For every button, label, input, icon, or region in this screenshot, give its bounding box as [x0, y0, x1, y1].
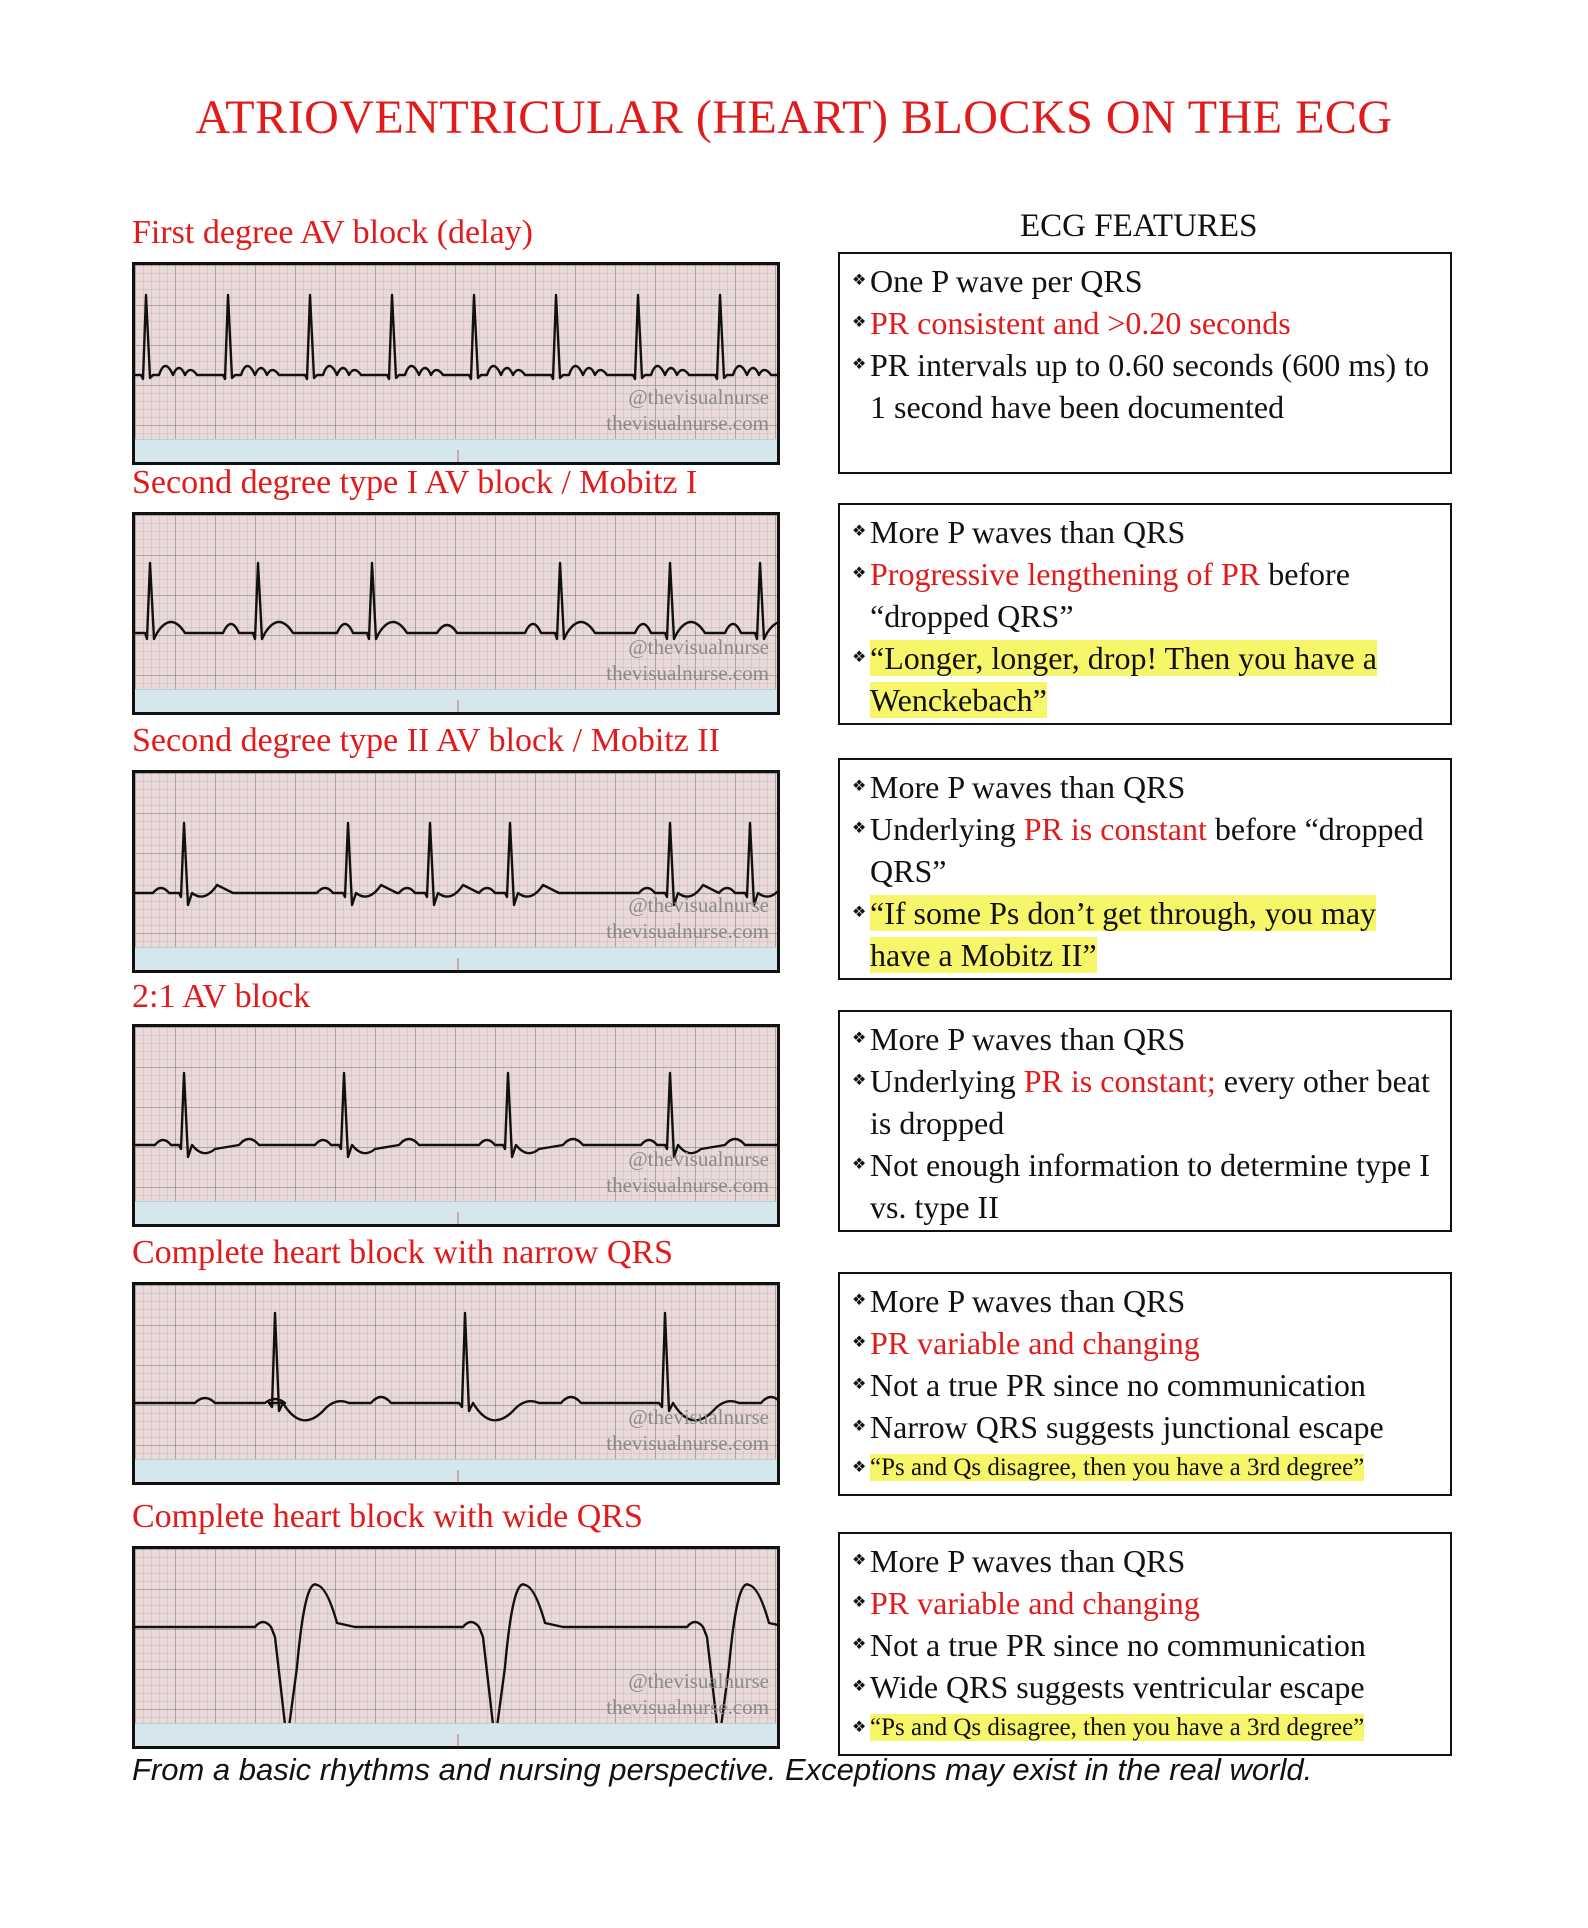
bullet-icon: ❖ — [852, 778, 867, 795]
bullet-icon: ❖ — [852, 649, 867, 666]
bullet-icon: ❖ — [852, 1418, 867, 1435]
bullet-icon: ❖ — [852, 1072, 867, 1089]
section-title: First degree AV block (delay) — [132, 214, 533, 251]
band-tick — [457, 958, 459, 970]
ecg-strip — [132, 1546, 780, 1749]
section-title: Second degree type II AV block / Mobitz II — [132, 722, 720, 759]
bullet-icon: ❖ — [852, 1678, 867, 1695]
strip-footer-band — [135, 947, 777, 970]
feature-bullet — [850, 892, 1440, 976]
feature-bullet — [850, 1624, 1440, 1666]
feature-bullet — [850, 553, 1440, 637]
feature-text: PR intervals up to 0.60 seconds (600 ms) to 1 second have been documented — [870, 347, 1430, 425]
watermark-site: thevisualnurse.com — [606, 1173, 769, 1197]
feature-text: Narrow QRS suggests junctional escape — [870, 1409, 1384, 1445]
feature-text: More P waves than QRS — [870, 1543, 1186, 1579]
watermark-handle: @thevisualnurse — [628, 893, 769, 917]
feature-bullet — [850, 1322, 1440, 1364]
feature-bullet — [850, 1448, 1440, 1488]
ecg-strip — [132, 770, 780, 973]
bullet-icon: ❖ — [852, 272, 867, 289]
strip-footer-band — [135, 1459, 777, 1482]
feature-text: More P waves than QRS — [870, 1283, 1186, 1319]
feature-bullet — [850, 1060, 1440, 1144]
ecg-waveform — [135, 295, 777, 379]
feature-text: More P waves than QRS — [870, 514, 1186, 550]
feature-text: Not enough information to determine type I vs. type II — [870, 1147, 1430, 1225]
footer-note: From a basic rhythms and nursing perspective. Exceptions may exist in the real world. — [132, 1752, 1313, 1787]
bullet-icon: ❖ — [852, 904, 867, 921]
strip-footer-band — [135, 1201, 777, 1224]
feature-bullet — [850, 1582, 1440, 1624]
feature-text: PR variable and changing — [870, 1325, 1200, 1361]
feature-bullet — [850, 1364, 1440, 1406]
feature-bullet — [850, 637, 1440, 721]
watermark-handle: @thevisualnurse — [628, 385, 769, 409]
watermark-handle: @thevisualnurse — [628, 635, 769, 659]
ecg-strip — [132, 1024, 780, 1227]
ecg-strip — [132, 262, 780, 465]
feature-text: “Ps and Qs disagree, then you have a 3rd degree” — [870, 1714, 1365, 1741]
watermark-handle: @thevisualnurse — [628, 1147, 769, 1171]
bullet-icon: ❖ — [852, 1030, 867, 1047]
feature-text: PR consistent and >0.20 seconds — [870, 305, 1291, 341]
bullet-icon: ❖ — [852, 1292, 867, 1309]
band-tick — [457, 450, 459, 462]
bullet-icon: ❖ — [852, 1719, 867, 1736]
watermark-site: thevisualnurse.com — [606, 411, 769, 435]
feature-bullet — [850, 1708, 1440, 1748]
feature-bullet — [850, 302, 1440, 344]
feature-bullet — [850, 1280, 1440, 1322]
feature-text: More P waves than QRS — [870, 769, 1186, 805]
feature-bullet — [850, 1540, 1440, 1582]
feature-text: PR variable and changing — [870, 1585, 1200, 1621]
bullet-icon: ❖ — [852, 1552, 867, 1569]
strip-footer-band — [135, 689, 777, 712]
bullet-icon: ❖ — [852, 1636, 867, 1653]
feature-bullet — [850, 511, 1440, 553]
feature-bullet — [850, 808, 1440, 892]
band-tick — [457, 700, 459, 712]
feature-text: Not a true PR since no communication — [870, 1367, 1366, 1403]
bullet-icon: ❖ — [852, 1459, 867, 1476]
page-title: ATRIOVENTRICULAR (HEART) BLOCKS ON THE ECG — [195, 91, 1393, 144]
bullet-icon: ❖ — [852, 1156, 867, 1173]
ecg-strip — [132, 512, 780, 715]
section-title: Second degree type I AV block / Mobitz I — [132, 464, 698, 501]
feature-text: Underlying — [870, 811, 1024, 847]
ecg-features-heading: ECG FEATURES — [1020, 208, 1258, 244]
feature-bullet — [850, 1018, 1440, 1060]
ecg-waveform — [135, 1073, 777, 1157]
band-tick — [457, 1734, 459, 1746]
ecg-features-box — [838, 1010, 1452, 1232]
ecg-features-box — [838, 252, 1452, 474]
feature-text: before “dropped QRS” — [870, 556, 1350, 634]
bullet-icon: ❖ — [852, 1376, 867, 1393]
feature-text: More P waves than QRS — [870, 1021, 1186, 1057]
feature-text: before “dropped QRS” — [870, 811, 1424, 889]
feature-text: “Ps and Qs disagree, then you have a 3rd degree” — [870, 1454, 1365, 1481]
feature-text: Not a true PR since no communication — [870, 1627, 1366, 1663]
feature-bullet — [850, 344, 1440, 428]
feature-text: every other beat is dropped — [870, 1063, 1430, 1141]
strip-footer-band — [135, 439, 777, 462]
feature-text: One P wave per QRS — [870, 263, 1143, 299]
bullet-icon: ❖ — [852, 1594, 867, 1611]
ecg-features-box — [838, 503, 1452, 725]
bullet-icon: ❖ — [852, 314, 867, 331]
feature-bullet — [850, 1406, 1440, 1448]
section-title: Complete heart block with wide QRS — [132, 1498, 643, 1535]
watermark-site: thevisualnurse.com — [606, 661, 769, 685]
feature-text: Progressive lengthening of PR — [870, 556, 1261, 592]
section-title: Complete heart block with narrow QRS — [132, 1234, 674, 1271]
feature-bullet — [850, 1144, 1440, 1228]
bullet-icon: ❖ — [852, 523, 867, 540]
band-tick — [457, 1212, 459, 1224]
bullet-icon: ❖ — [852, 565, 867, 582]
ecg-features-box — [838, 1532, 1452, 1756]
section-title: 2:1 AV block — [132, 978, 311, 1015]
watermark-handle: @thevisualnurse — [628, 1405, 769, 1429]
feature-bullet — [850, 260, 1440, 302]
ecg-features-box — [838, 758, 1452, 980]
watermark-site: thevisualnurse.com — [606, 919, 769, 943]
bullet-icon: ❖ — [852, 356, 867, 373]
bullet-icon: ❖ — [852, 1334, 867, 1351]
feature-text: Wide QRS suggests ventricular escape — [870, 1669, 1365, 1705]
feature-text: “If some Ps don’t get through, you may have a Mobitz II” — [870, 895, 1377, 973]
watermark-handle: @thevisualnurse — [628, 1669, 769, 1693]
ecg-waveform — [135, 563, 777, 639]
feature-text: PR is constant — [1023, 811, 1207, 847]
ecg-features-box — [838, 1272, 1452, 1496]
feature-bullet — [850, 1666, 1440, 1708]
band-tick — [457, 1470, 459, 1482]
ecg-strip — [132, 1282, 780, 1485]
feature-text: PR is constant; — [1023, 1063, 1216, 1099]
feature-bullet — [850, 766, 1440, 808]
strip-footer-band — [135, 1723, 777, 1746]
watermark-site: thevisualnurse.com — [606, 1695, 769, 1719]
feature-text: “Longer, longer, drop! Then you have a Wenckebach” — [870, 640, 1377, 718]
watermark-site: thevisualnurse.com — [606, 1431, 769, 1455]
bullet-icon: ❖ — [852, 820, 867, 837]
feature-text: Underlying — [870, 1063, 1024, 1099]
